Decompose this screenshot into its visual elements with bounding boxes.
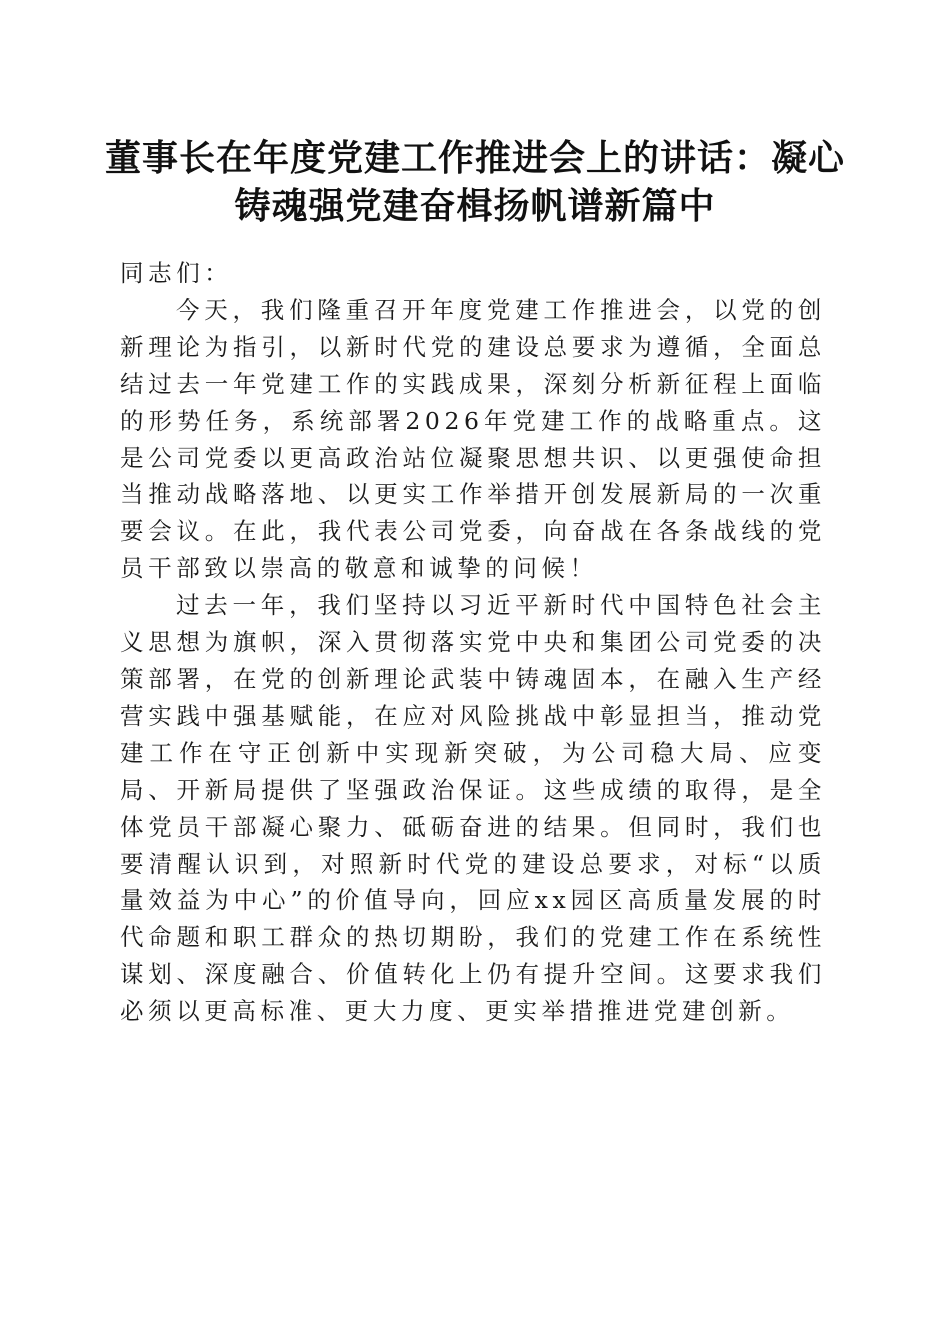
document-body [120, 255, 826, 1030]
document-title: 董事长在年度党建工作推进会上的讲话：凝心铸魂强党建奋楫扬帆谱新篇中 [104, 137, 845, 227]
salutation: 同志们： [120, 259, 233, 287]
paragraph-opening: 今天，我们隆重召开年度党建工作推进会，以党的创新理论为指引，以新时代党的建设总要求为遵循，全面总结过去一年党建工作的实践成果，深刻分析新征程上面临的形势任务，系统部署2026年党建工作的战略重点。这是公司党委以更高政治站位凝聚思想共识、以更强使命担当推动战略落地、以更实工作举措开创发展新局的一次重要会议。在此，我代表公司党委，向奋战在各条战线的党员干部致以崇高的敬意和诚挚的问候！ [120, 295, 826, 583]
paragraph-review: 过去一年，我们坚持以习近平新时代中国特色社会主义思想为旗帜，深入贯彻落实党中央和集团公司党委的决策部署，在党的创新理论武装中铸魂固本，在融入生产经营实践中强基赋能，在应对风险挑战中彰显担当，推动党建工作在守正创新中实现新突破，为公司稳大局、应变局、开新局提供了坚强政治保证。这些成绩的取得，是全体党员干部凝心聚力、砥砺奋进的结果。但同时，我们也要清醒认识到，对照新时代党的建设总要求，对标“以质量效益为中心”的价值导向，回应xx园区高质量发展的时代命题和职工群众的热切期盼，我们的党建工作在系统性谋划、深度融合、价值转化上仍有提升空间。这要求我们必须以更高标准、更大力度、更实举措推进党建创新。 [120, 591, 826, 1026]
